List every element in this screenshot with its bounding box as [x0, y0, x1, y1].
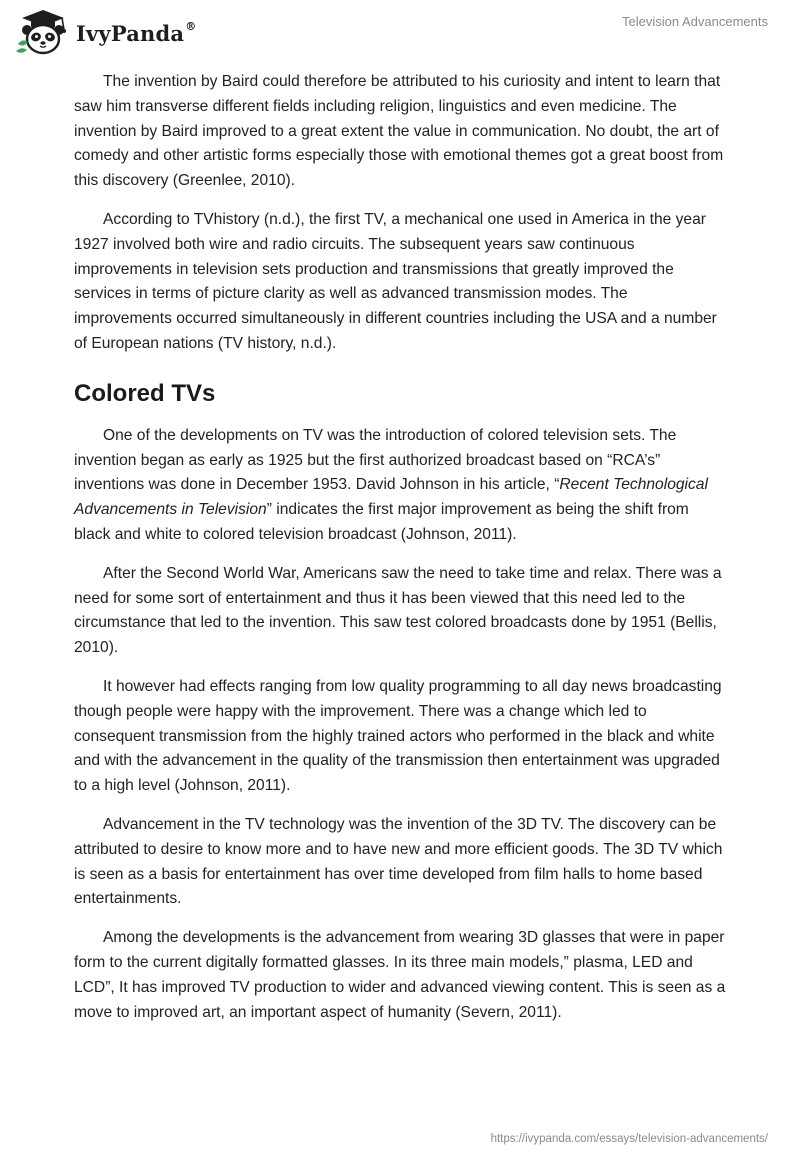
paragraph-colored-introduction: One of the developments on TV was the introduction of colored television sets. The invention began as early as 1925 but the first authorized broadcast based on “RCA’s” inventions was done in December 1953. David Johnson in his article, “Recent Technological Advancements in Television” indicates the first major improvement as being the shift from black and white to colored television broadcast (Johnson, 2011). [74, 426, 708, 543]
article-title: Recent Technological Advancements in Television [74, 476, 708, 519]
paragraph-3d-tv: Advancement in the TV technology was the invention of the 3D TV. The discovery can be attributed to desire to know more and to have new and more efficient goods. The 3D TV which is seen as a basis for entertainment has over time developed from film halls to home based entertainments. [74, 815, 723, 908]
source-url[interactable]: https://ivypanda.com/essays/television-advancements/ [490, 1133, 768, 1145]
paragraph-effects: It however had effects ranging from low quality programming to all day news broadcasting though people were happy with the improvement. There was a change which led to consequent transmission from the highly trained actors who performed in the black and white and with the advancement in the quality of the transmission then entertainment was upgraded to a high level (Johnson, 2011). [74, 677, 722, 795]
section-heading-colored-tvs: Colored TVs [74, 379, 216, 407]
paragraph-first-tv: According to TVhistory (n.d.), the first TV, a mechanical one used in America in the year 1927 involved both wire and radio circuits. The subsequent years saw continuous improvements in television sets production and transmissions that greatly improved the services in terms of picture clarity as well as advanced transmission modes. The improvements occurred simultaneously in different countries including the USA and a number of European nations (TV history, n.d.). [74, 210, 717, 352]
paragraph-3d-glasses: Among the developments is the advancement from wearing 3D glasses that were in paper form to the current digitally formatted glasses. In its three main models,” plasma, LED and LCD”, It has improved TV production to wider and advanced viewing content. This is seen as a move to improved art, an important aspect of humanity (Severn, 2011). [74, 929, 726, 1021]
paragraph-baird-invention: The invention by Baird could therefore be attributed to his curiosity and intent to learn that saw him transverse different fields including religion, linguistics and even medicine. The invention by Baird improved to a great extent the value in communication. No doubt, the art of comedy and other artistic forms especially those with emotional themes got a great boost from this discovery (Greenlee, 2010). [74, 73, 724, 190]
document-title: Television Advancements [622, 14, 768, 29]
essay-body [74, 70, 729, 1039]
panda-graduate-icon [14, 8, 72, 56]
brand-name: IvyPanda® [76, 19, 197, 46]
paragraph-post-war: After the Second World War, Americans saw the need to take time and relax. There was a need for some sort of entertainment and thus it has been viewed that this need led to the circumstance that led to the invention. This saw test colored broadcasts done by 1951 (Bellis, 2010). [74, 564, 722, 657]
ivypanda-logo[interactable] [14, 8, 196, 56]
page-header [0, 0, 800, 64]
